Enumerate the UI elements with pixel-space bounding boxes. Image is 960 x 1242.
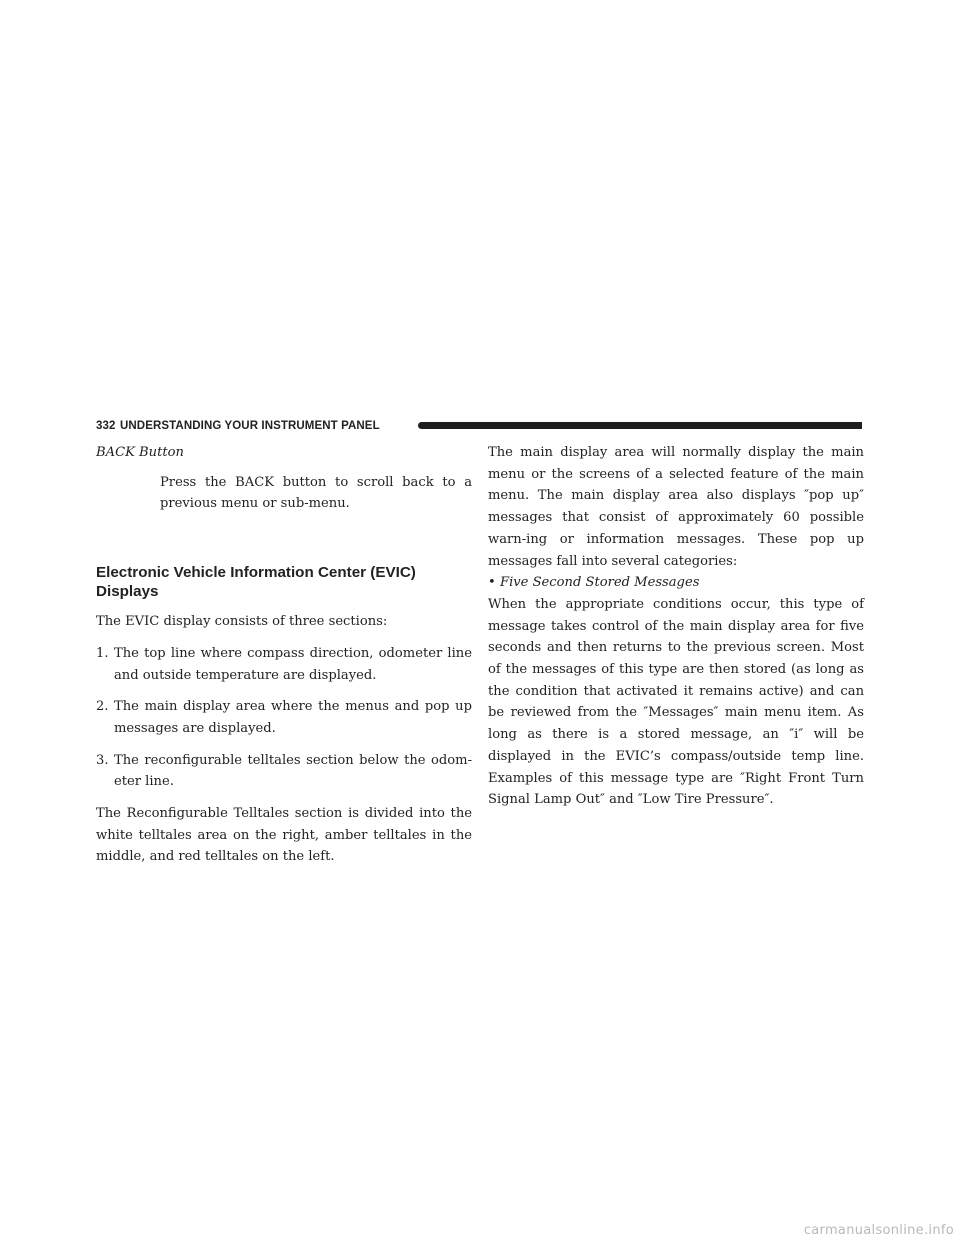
stored-messages-paragraph: When the appropriate conditions occur, this type of message takes control of the main display area for five seconds and then returns to the previous screen. Most of the messages of this type are then stored (as long as the condition that activated it remains active) and can be reviewed from the ″Messages″ main menu item. As long as there is a stored message, an ″i″ will be displayed in the EVIC’s compass/outside temp line. Examples of this message type are ″Right Front Turn Signal Lamp Out″ and ″Low Tire Pressure″. — [488, 596, 864, 808]
evic-sections-list — [96, 643, 472, 793]
left-column — [96, 442, 472, 868]
list-item — [96, 643, 472, 686]
evic-displays-title: Electronic Vehicle Information Center (EVIC) Displays — [96, 564, 416, 601]
list-item-text: The top line where compass direction, odometer line and outside temperature are displayed. — [114, 645, 472, 683]
list-item — [96, 696, 472, 739]
list-item — [96, 750, 472, 793]
stored-messages-bullet — [488, 572, 864, 594]
bullet-icon: • — [488, 575, 496, 591]
stored-messages-heading: Five Second Stored Messages — [500, 575, 700, 591]
list-item-number: 3. — [96, 752, 109, 768]
page-number: 332 — [96, 420, 116, 432]
running-header-title: UNDERSTANDING YOUR INSTRUMENT PANEL — [120, 420, 380, 432]
header-rule — [418, 422, 862, 429]
main-display-paragraph: The main display area will normally display the main menu or the screens of a selected feature of the main menu. The main display area also displays ″pop up″ messages that consist of approximately 60 possible warn-ing or information messages. These pop up messages fall into several categories: — [488, 445, 864, 569]
evic-intro: The EVIC display consists of three sections: — [96, 614, 388, 630]
back-button-description: Press the BACK button to scroll back to a previous menu or sub-menu. — [160, 474, 472, 512]
list-item-text: The reconfigurable telltales section below the odom-eter line. — [114, 752, 472, 790]
list-item-text: The main display area where the menus and pop up messages are displayed. — [114, 699, 472, 736]
right-column — [488, 442, 864, 811]
watermark: carmanualsonline.info — [803, 1223, 954, 1238]
list-item-number: 2. — [96, 699, 109, 715]
page-header — [96, 418, 862, 434]
list-item-number: 1. — [96, 645, 109, 661]
telltales-paragraph: The Reconfigurable Telltales section is divided into the white telltales area on the right, amber telltales in the middle, and red telltales on the left. — [96, 806, 472, 865]
back-button-heading: BACK Button — [96, 445, 184, 460]
